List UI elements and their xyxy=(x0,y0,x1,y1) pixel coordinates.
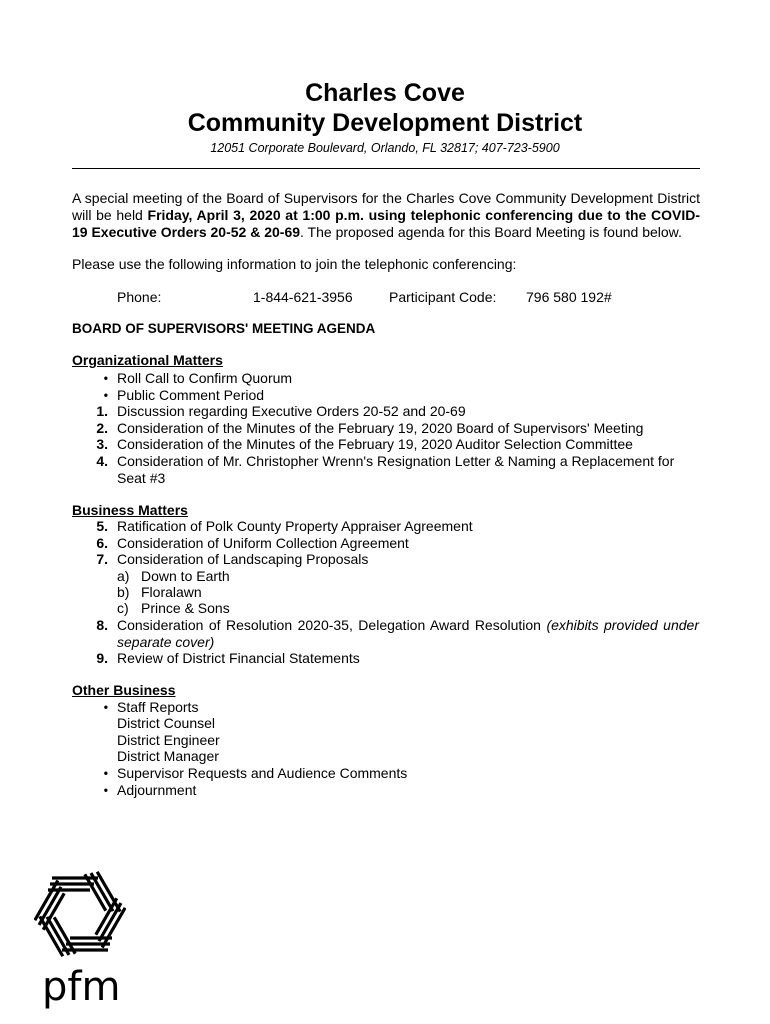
header-divider xyxy=(72,168,700,169)
agenda-item xyxy=(96,551,699,568)
agenda-item xyxy=(103,765,699,782)
agenda-item-text: Discussion regarding Executive Orders 20-52 and 20-69 xyxy=(117,403,466,419)
agenda-item-text: Adjournment xyxy=(117,782,197,798)
agenda-item xyxy=(96,436,699,453)
item-number: 7. xyxy=(96,551,108,567)
agenda-item-text: Consideration of the Minutes of the February 19, 2020 Board of Supervisors' Meeting xyxy=(117,420,644,436)
agenda-item-text: Public Comment Period xyxy=(117,387,265,403)
agenda-item xyxy=(96,518,699,535)
sub-item-marker: b) xyxy=(117,584,130,600)
bullet: • xyxy=(103,766,108,780)
agenda-item xyxy=(96,403,699,420)
agenda-item-text: Consideration of Mr. Christopher Wrenn's Resignation Letter & Naming a Replacement for Seat #3 xyxy=(117,453,675,486)
agenda-item-text: Staff Reports xyxy=(117,699,199,715)
item-number: 2. xyxy=(96,420,108,436)
agenda-item xyxy=(96,617,699,650)
sub-item-text: Down to Earth xyxy=(141,568,230,584)
agenda-item-note: (exhibits provided under separate cover) xyxy=(117,617,699,650)
phone-label: Phone: xyxy=(117,289,162,305)
item-number: 8. xyxy=(96,617,108,633)
staff-report-line: District Counsel xyxy=(117,715,216,731)
bullet: • xyxy=(103,700,108,714)
agenda-item xyxy=(103,782,699,799)
agenda-item-text: Ratification of Polk County Property Appraiser Agreement xyxy=(117,518,473,534)
intro-text: A special meeting of the Board of Supervisors for the Charles Cove Community Development District will be held xyxy=(72,190,700,223)
agenda-item-text: Consideration of Landscaping Proposals xyxy=(117,551,369,567)
district-name: Charles Cove xyxy=(305,79,465,107)
sub-item xyxy=(117,584,202,600)
agenda-item-text: Consideration of Uniform Collection Agreement xyxy=(117,535,409,551)
phone-number: 1-844-621-3956 xyxy=(253,289,353,305)
telephonic-instruction: Please use the following information to join the telephonic conferencing: xyxy=(72,256,517,272)
agenda-item xyxy=(103,370,699,387)
intro-bold-text: Friday, April 3, 2020 at 1:00 p.m. using telephonic conferencing due to the COVID-19 Executive Orders 20-52 & 20-69 xyxy=(72,207,701,240)
staff-report-line: District Engineer xyxy=(117,732,220,748)
agenda-item-text: Consideration of Resolution 2020-35, Delegation Award Resolution xyxy=(117,617,547,633)
agenda-item xyxy=(96,535,699,552)
pfm-logo-text: pfm xyxy=(42,964,121,1010)
participant-code: 796 580 192# xyxy=(526,289,612,305)
agenda-item-text: Review of District Financial Statements xyxy=(117,650,360,666)
district-subtitle: Community Development District xyxy=(187,109,583,137)
item-number: 5. xyxy=(96,518,108,534)
staff-report-line: District Manager xyxy=(117,748,219,764)
participant-code-label: Participant Code: xyxy=(389,289,497,305)
agenda-item xyxy=(96,420,699,437)
bullet: • xyxy=(103,388,108,402)
sub-item-marker: a) xyxy=(117,568,130,584)
agenda-item xyxy=(103,387,699,404)
item-number: 4. xyxy=(96,453,108,469)
item-number: 9. xyxy=(96,650,108,666)
agenda-item xyxy=(96,650,699,667)
sub-item-text: Floralawn xyxy=(141,584,202,600)
sub-item xyxy=(117,568,230,584)
pfm-logo-icon xyxy=(34,868,126,960)
bullet: • xyxy=(103,371,108,385)
district-address: 12051 Corporate Boulevard, Orlando, FL 32817; 407-723-5900 xyxy=(210,141,560,155)
other-business-heading: Other Business xyxy=(72,682,176,698)
item-number: 1. xyxy=(96,403,108,419)
item-number: 6. xyxy=(96,535,108,551)
agenda-item xyxy=(96,453,699,486)
organizational-matters-heading: Organizational Matters xyxy=(72,352,223,368)
agenda-item-text: Supervisor Requests and Audience Comments xyxy=(117,765,408,781)
business-matters-heading: Business Matters xyxy=(72,502,188,518)
intro-paragraph xyxy=(72,190,700,241)
item-number: 3. xyxy=(96,436,108,452)
sub-item-marker: c) xyxy=(117,600,129,616)
agenda-item-text: Consideration of the Minutes of the February 19, 2020 Auditor Selection Committee xyxy=(117,436,633,452)
sub-item xyxy=(117,600,230,616)
agenda-heading: BOARD OF SUPERVISORS' MEETING AGENDA xyxy=(72,321,376,336)
intro-text-end: . The proposed agenda for this Board Meeting is found below. xyxy=(300,224,682,240)
sub-item-text: Prince & Sons xyxy=(141,600,230,616)
agenda-item-text: Roll Call to Confirm Quorum xyxy=(117,370,293,386)
agenda-item xyxy=(103,699,699,716)
bullet: • xyxy=(103,783,108,797)
